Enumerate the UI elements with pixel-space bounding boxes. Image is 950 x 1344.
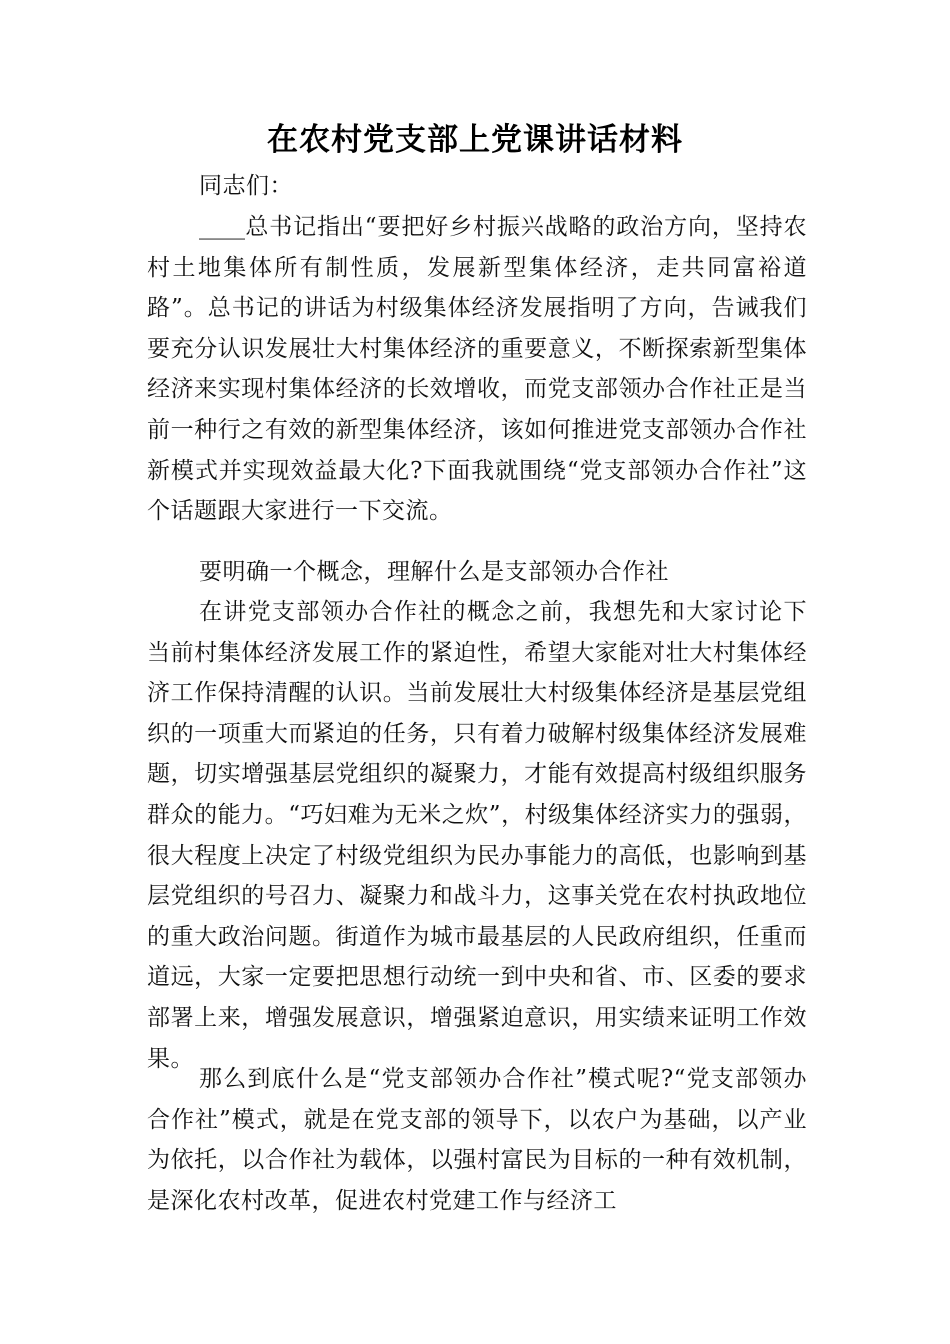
greeting-line: 同志们： — [199, 173, 293, 199]
name-blank: ____ — [199, 214, 245, 240]
document-title: 在农村党支部上党课讲话材料 — [267, 122, 683, 158]
section-heading: 要明确一个概念，理解什么是支部领办合作社 — [199, 559, 669, 585]
urgency-paragraph: 在讲党支部领办合作社的概念之前，我想先和大家讨论下当前村集体经济发展工作的紧迫性，希望大家能对壮大村集体经济工作保持清醒的认识。当前发展壮大村级集体经济是基层党组织的一项重大而紧迫的任务，只有着力破解村级集体经济发展难题，切实增强基层党组织的凝聚力，才能有效提高村级组织服务群众的能力。“巧妇难为无米之炊”，村级集体经济实力的强弱，很大程度上决定了村级党组织为民办事能力的高低，也影响到基层党组织的号召力、凝聚力和战斗力，这事关党在农村执政地位的重大政治问题。街道作为城市最基层的人民政府组织，任重而道远，大家一定要把思想行动统一到中央和省、市、区委的要求部署上来，增强发展意识，增强紧迫意识，用实绩来证明工作效果。 — [147, 599, 807, 1072]
intro-paragraph — [147, 207, 807, 532]
definition-paragraph: 那么到底什么是“党支部领办合作社”模式呢?“党支部领办合作社”模式，就是在党支部的领导下，以农户为基础，以产业为依托，以合作社为载体，以强村富民为目标的一种有效机制，是深化农村改革，促进农村党建工作与经济工 — [147, 1066, 807, 1214]
intro-paragraph-text: 总书记指出“要把好乡村振兴战略的政治方向，坚持农村土地集体所有制性质，发展新型集体经济，走共同富裕道路”。总书记的讲话为村级集体经济发展指明了方向，告诫我们要充分认识发展壮大村集体经济的重要意义，不断探索新型集体经济来实现村集体经济的长效增收，而党支部领办合作社正是当前一种行之有效的新型集体经济，该如何推进党支部领办合作社新模式并实现效益最大化?下面我就围绕“党支部领办合作社”这个话题跟大家进行一下交流。 — [147, 214, 807, 525]
